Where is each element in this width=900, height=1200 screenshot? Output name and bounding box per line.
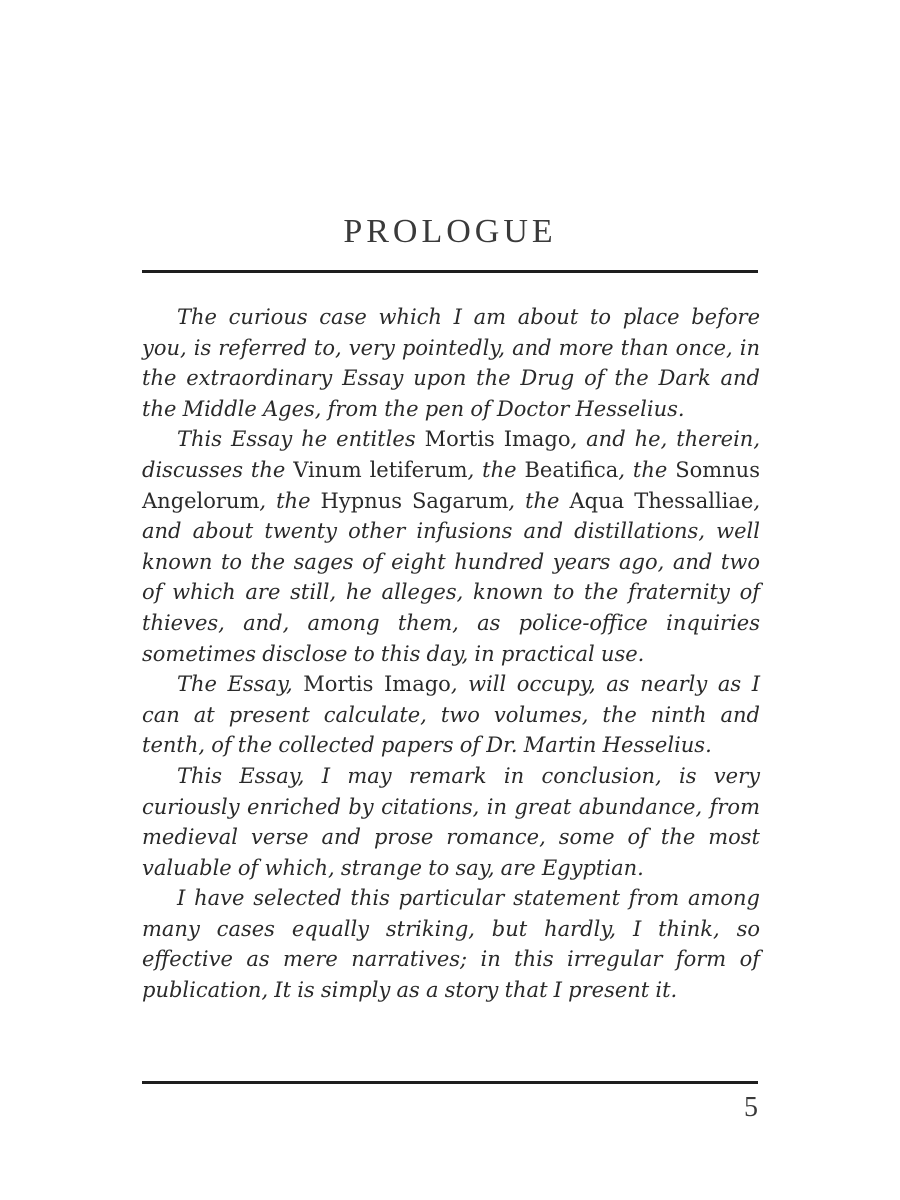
page-number: 5 (744, 1092, 758, 1123)
title-rule (142, 270, 758, 273)
paragraph (142, 761, 760, 883)
paragraph (142, 883, 760, 1005)
roman-text-run: Vinum letiferum (293, 457, 468, 482)
italic-text-run: I have selected this particular statement from among many cases equally striking, but hardly, I think, so effective as mere narratives; in this irregular form of publication, It is simply as a story that I present it. (142, 886, 760, 1003)
italic-text-run: , the (508, 488, 570, 513)
italic-text-run: This Essay he entitles (177, 427, 425, 452)
paragraph (142, 669, 760, 761)
roman-text-run: Beatifica (524, 457, 619, 482)
italic-text-run: The Essay, (177, 672, 304, 697)
paragraph (142, 302, 760, 424)
paragraph (142, 424, 760, 669)
roman-text-run: Hypnus Sagarum (320, 488, 509, 513)
chapter-title: PROLOGUE (343, 213, 557, 250)
italic-text-run: , and he, therein, discusses the (142, 427, 760, 482)
roman-text-run: Somnus Angelorum (142, 457, 760, 513)
italic-text-run: This Essay, I may remark in conclusion, is very curiously enriched by citations, in great abundance, from medieval verse and prose romance, some of the most valuable of which, strange to say, are Egyptian. (142, 763, 760, 880)
italic-text-run: , the (259, 488, 321, 513)
italic-text-run: , and about twenty other infusions and distillations, well known to the sages of eight hundred years ago, and two of which are still, he alleges, known to the fraternity of thieves, and, among them, as police-office inquiries sometimes disclose to this day, in practical use. (142, 488, 761, 666)
roman-text-run: Aqua Thessalliae (569, 488, 754, 513)
prologue-text (142, 302, 760, 1006)
italic-text-run: , the (467, 457, 525, 482)
roman-text-run: Mortis Imago (303, 672, 451, 697)
italic-text-run: The curious case which I am about to place before you, is referred to, very pointedly, and more than once, in the extraordinary Essay upon the Drug of the Dark and the Middle Ages, from the pen of Doctor Hesselius. (142, 305, 760, 421)
footer-rule (142, 1081, 758, 1084)
roman-text-run: Mortis Imago (424, 427, 571, 452)
italic-text-run: , the (618, 457, 676, 482)
italic-text-run: , will occupy, as nearly as I can at present calculate, two volumes, the ninth and tenth, of the collected papers of Dr. Martin Hesselius. (142, 672, 761, 758)
